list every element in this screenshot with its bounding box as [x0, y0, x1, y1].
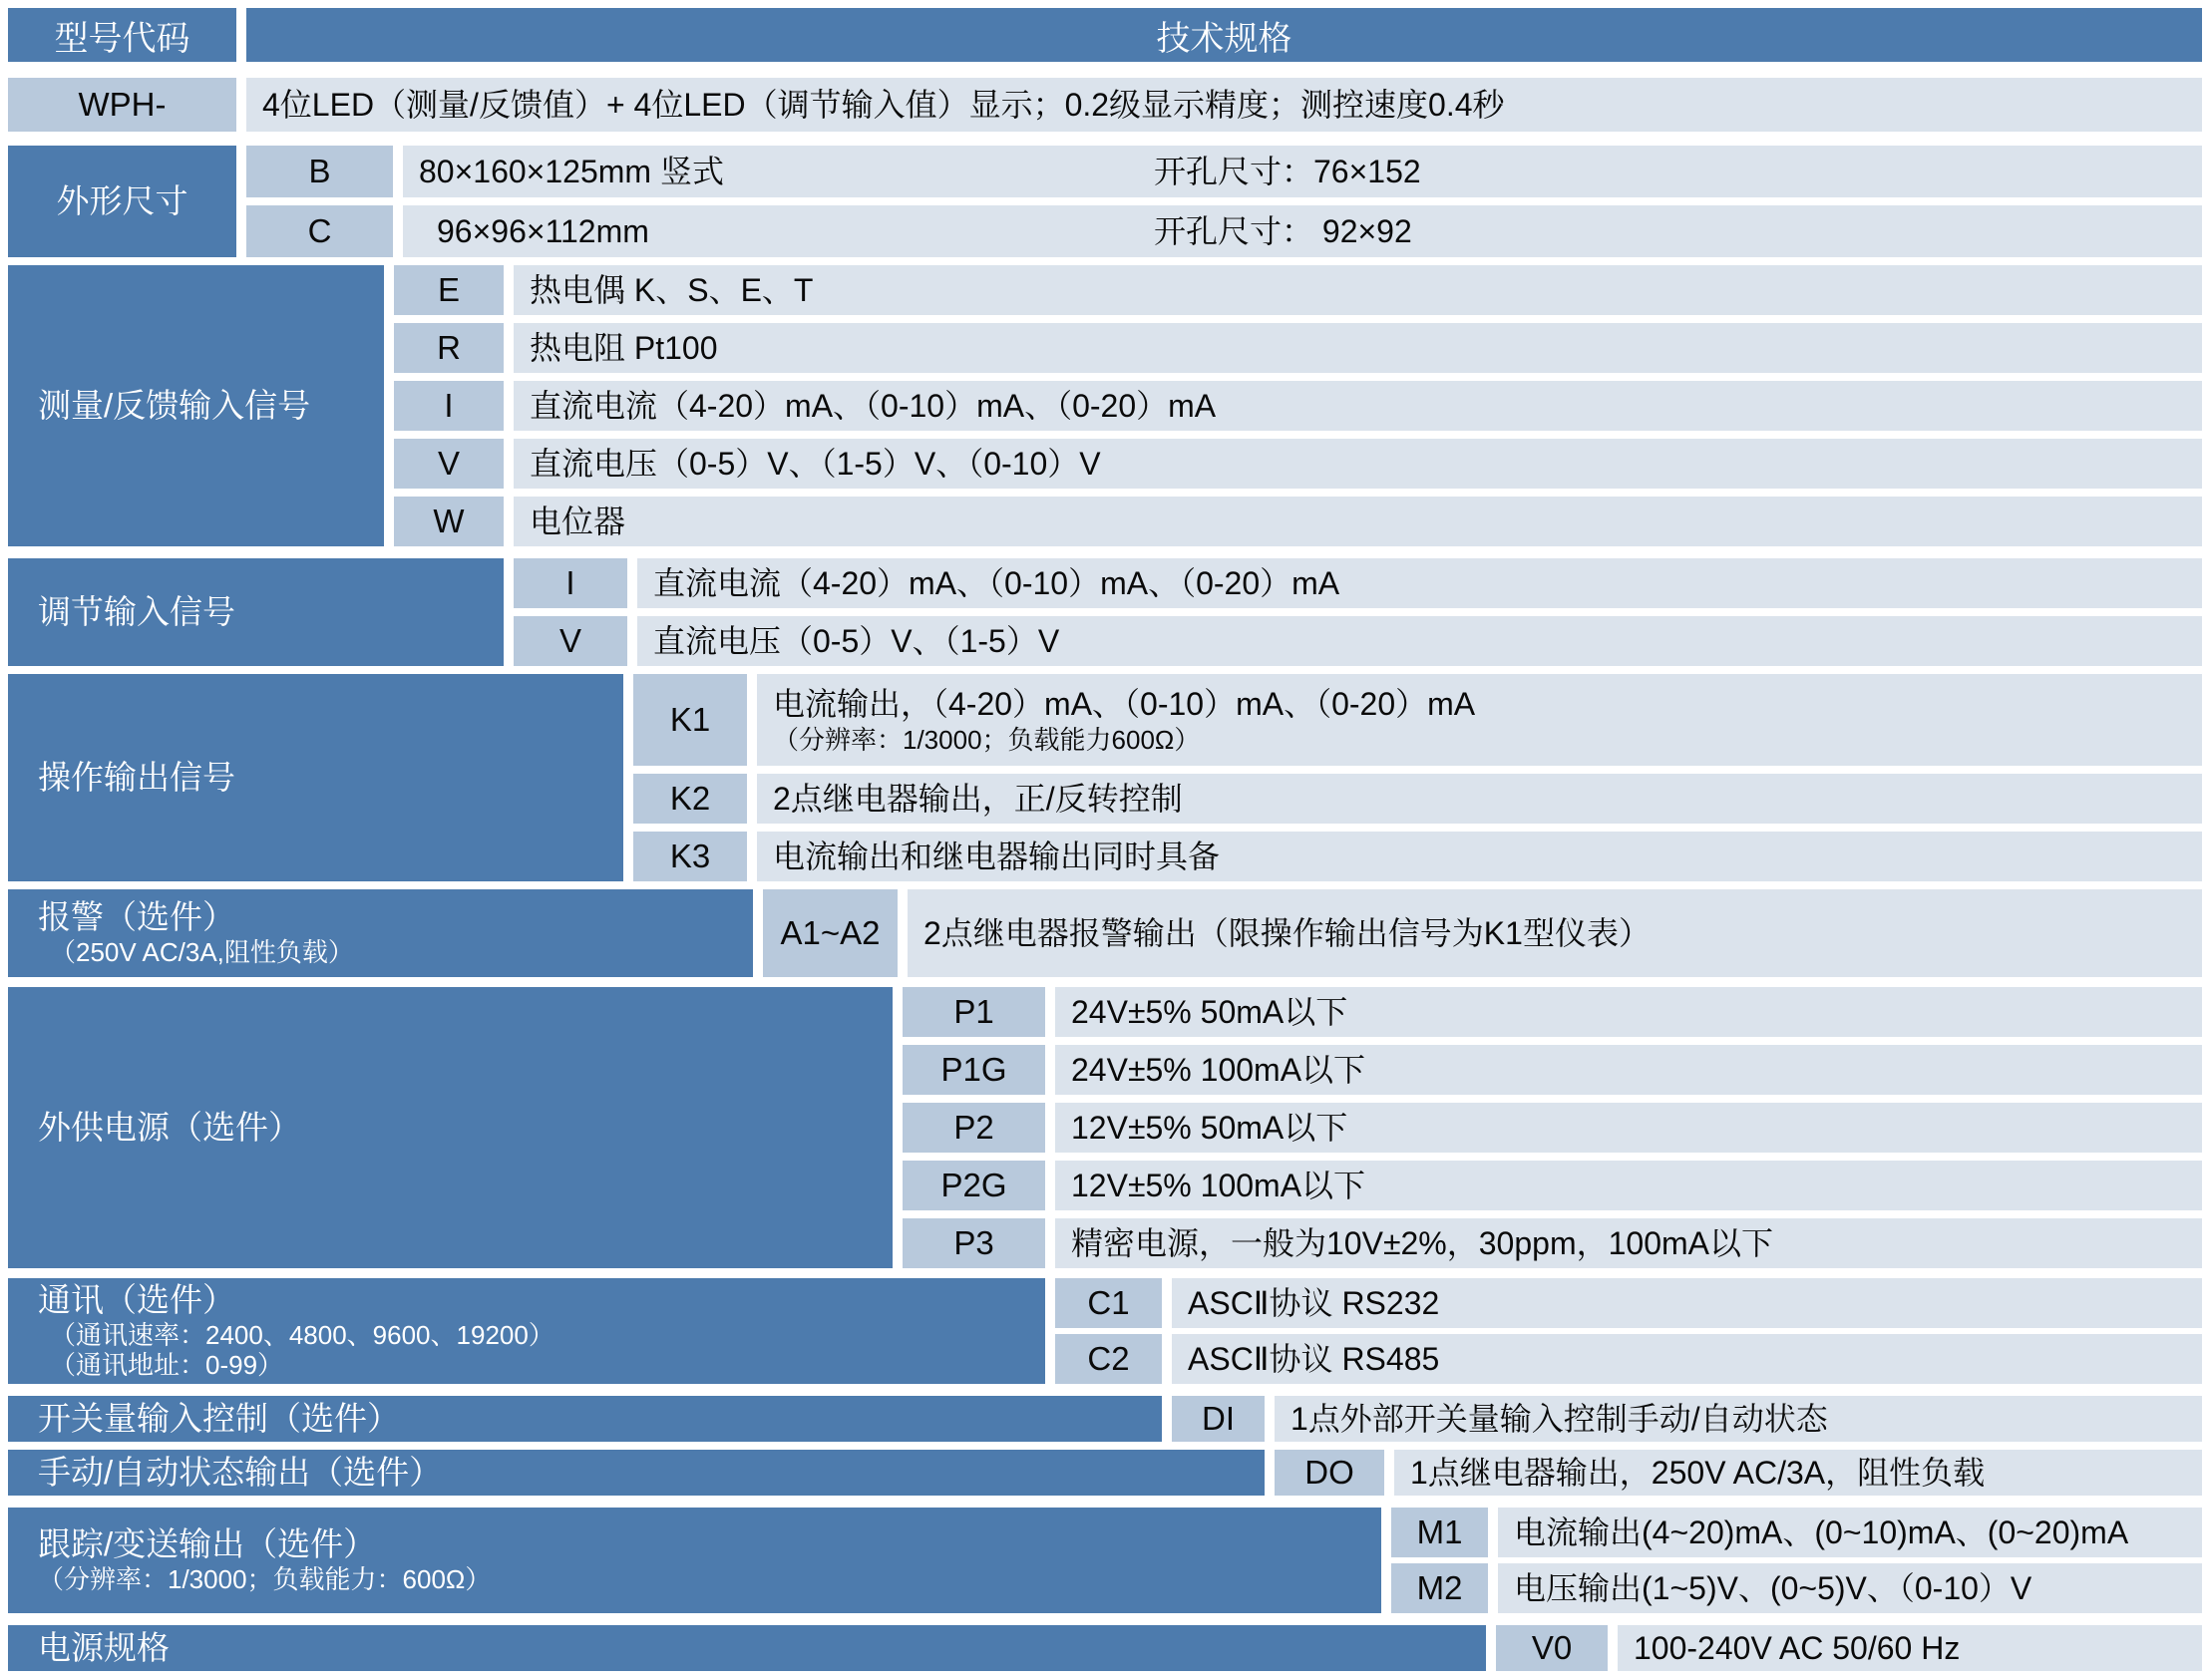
table-row — [903, 987, 2202, 1037]
code-cell-P2G: P2G — [903, 1161, 1045, 1210]
table-row — [1391, 1508, 2202, 1557]
section-power-spec — [8, 1625, 2202, 1671]
desc-cell-P1G: 24V±5% 100mA以下 — [1055, 1045, 2202, 1095]
desc-cell-DO: 1点继电器输出，250V AC/3A，阻性负载 — [1394, 1450, 2202, 1496]
desc-cell-C1: ASCⅡ协议 RS232 — [1172, 1278, 2202, 1328]
header-tech-spec-cell: 技术规格 — [246, 8, 2202, 62]
table-row — [633, 774, 2202, 824]
section-alarm — [8, 889, 2202, 977]
table-row — [514, 616, 2202, 666]
table-row — [1391, 1563, 2202, 1613]
desc-cell-K1 — [757, 674, 2202, 766]
code-cell-C: C — [246, 205, 393, 257]
table-row — [903, 1161, 2202, 1210]
section-label-text: 调节输入信号 — [38, 592, 235, 630]
code-cell-DI: DI — [1172, 1396, 1265, 1442]
desc-cell-P2: 12V±5% 50mA以下 — [1055, 1103, 2202, 1153]
cutout-size-text: 开孔尺寸：76×152 — [1154, 154, 1421, 189]
section-dimensions-label — [8, 146, 236, 257]
code-cell-P1G: P1G — [903, 1045, 1045, 1095]
code-cell-I: I — [394, 381, 504, 431]
desc-cell-V0: 100-240V AC 50/60 Hz — [1618, 1625, 2202, 1671]
section-alarm-label — [8, 889, 753, 977]
table-row — [633, 674, 2202, 766]
section-adjust-input-label — [8, 558, 504, 666]
section-label-text: 测量/反馈输入信号 — [38, 386, 311, 424]
desc-cell-DI: 1点外部开关量输入控制手动/自动状态 — [1275, 1396, 2202, 1442]
desc-cell-I: 直流电流（4-20）mA、（0-10）mA、（0-20）mA — [637, 558, 2202, 608]
section-label-text: 外供电源（选件） — [38, 1108, 301, 1146]
section-label-sub: （通讯速率：2400、4800、9600、19200） — [50, 1319, 554, 1350]
desc-cell-P2G: 12V±5% 100mA以下 — [1055, 1161, 2202, 1210]
section-label-text: 报警（选件） — [38, 898, 235, 936]
table-row — [1275, 1450, 2202, 1496]
table-row — [903, 1045, 2202, 1095]
code-cell-P1: P1 — [903, 987, 1045, 1037]
desc-cell-A1-A2: 2点继电器报警输出（限操作输出信号为K1型仪表） — [908, 889, 2202, 977]
code-cell-V0: V0 — [1496, 1625, 1608, 1671]
desc-cell-W: 电位器 — [514, 497, 2202, 546]
code-cell-P3: P3 — [903, 1218, 1045, 1268]
header-model-code-cell: 型号代码 — [8, 8, 236, 62]
code-cell-A1-A2: A1~A2 — [763, 889, 898, 977]
table-row — [246, 146, 2202, 197]
section-track-output-label — [8, 1508, 1381, 1613]
header-row — [8, 8, 2202, 62]
model-row — [8, 78, 2202, 132]
section-label-text: 电源规格 — [38, 1628, 170, 1666]
section-adjust-input — [8, 558, 2202, 666]
code-cell-M2: M2 — [1391, 1563, 1488, 1613]
code-cell-B: B — [246, 146, 393, 197]
model-desc-cell: 4位LED（测量/反馈值）+ 4位LED（调节输入值）显示；0.2级显示精度；测控速度0.4秒 — [246, 78, 2202, 132]
desc-cell-R: 热电阻 Pt100 — [514, 323, 2202, 373]
table-row — [394, 265, 2202, 315]
code-cell-K1: K1 — [633, 674, 747, 766]
code-cell-V: V — [394, 439, 504, 489]
table-row — [633, 832, 2202, 881]
desc-cell-B — [403, 146, 2202, 197]
section-operate-output — [8, 674, 2202, 881]
code-cell-K2: K2 — [633, 774, 747, 824]
table-row — [903, 1218, 2202, 1268]
desc-cell-E: 热电偶 K、S、E、T — [514, 265, 2202, 315]
desc-cell-V: 直流电压（0-5）V、（1-5）V — [637, 616, 2202, 666]
code-cell-M1: M1 — [1391, 1508, 1488, 1557]
desc-cell-I: 直流电流（4-20）mA、（0-10）mA、（0-20）mA — [514, 381, 2202, 431]
table-row — [1055, 1334, 2202, 1384]
section-external-power — [8, 987, 2202, 1268]
section-label-sub: （分辨率：1/3000；负载能力：600Ω） — [38, 1564, 492, 1595]
section-label-text: 跟踪/变送输出（选件） — [38, 1525, 377, 1563]
code-cell-DO: DO — [1275, 1450, 1384, 1496]
table-row — [514, 558, 2202, 608]
size-text: 80×160×125mm 竖式 — [419, 154, 724, 189]
desc-main-text: 电流输出，（4-20）mA、（0-10）mA、（0-20）mA — [773, 685, 1476, 722]
code-cell-I: I — [514, 558, 627, 608]
section-power-spec-label — [8, 1625, 1486, 1671]
section-switch-input — [8, 1396, 2202, 1442]
table-row — [1055, 1278, 2202, 1328]
section-label-text: 通讯（选件） — [38, 1280, 235, 1318]
cutout-size-text: 开孔尺寸： 92×92 — [1154, 213, 1412, 249]
code-cell-E: E — [394, 265, 504, 315]
desc-cell-P1: 24V±5% 50mA以下 — [1055, 987, 2202, 1037]
table-row — [246, 205, 2202, 257]
section-manual-auto-output-label — [8, 1450, 1265, 1496]
size-text: 96×96×112mm — [437, 213, 649, 249]
table-row — [394, 323, 2202, 373]
section-label-sub: （250V AC/3A,阻性负载） — [50, 937, 354, 968]
desc-cell-M1: 电流输出(4~20)mA、(0~10)mA、(0~20)mA — [1498, 1508, 2202, 1557]
desc-sub-text: （分辨率：1/3000；负载能力600Ω） — [773, 724, 1201, 755]
model-code-cell: WPH- — [8, 78, 236, 132]
section-switch-input-label — [8, 1396, 1162, 1442]
code-cell-V: V — [514, 616, 627, 666]
code-cell-C1: C1 — [1055, 1278, 1162, 1328]
section-label-sub: （通讯地址：0-99） — [50, 1350, 284, 1381]
section-communication — [8, 1278, 2202, 1384]
section-label-text: 手动/自动状态输出（选件） — [38, 1453, 443, 1491]
section-label-text: 开关量输入控制（选件） — [38, 1399, 400, 1437]
desc-cell-K2: 2点继电器输出，正/反转控制 — [757, 774, 2202, 824]
section-operate-output-label — [8, 674, 623, 881]
section-measure-input — [8, 265, 2202, 546]
table-row — [1496, 1625, 2202, 1671]
table-row — [394, 381, 2202, 431]
section-external-power-label — [8, 987, 893, 1268]
section-label-text: 外形尺寸 — [56, 181, 188, 219]
code-cell-P2: P2 — [903, 1103, 1045, 1153]
section-track-output — [8, 1508, 2202, 1613]
code-cell-C2: C2 — [1055, 1334, 1162, 1384]
desc-cell-V: 直流电压（0-5）V、（1-5）V、（0-10）V — [514, 439, 2202, 489]
table-row — [763, 889, 2202, 977]
section-communication-label — [8, 1278, 1045, 1384]
desc-cell-K3: 电流输出和继电器输出同时具备 — [757, 832, 2202, 881]
desc-cell-M2: 电压输出(1~5)V、(0~5)V、（0-10）V — [1498, 1563, 2202, 1613]
section-measure-input-label — [8, 265, 384, 546]
desc-cell-P3: 精密电源，一般为10V±2%，30ppm，100mA以下 — [1055, 1218, 2202, 1268]
table-row — [903, 1103, 2202, 1153]
code-cell-R: R — [394, 323, 504, 373]
desc-cell-C2: ASCⅡ协议 RS485 — [1172, 1334, 2202, 1384]
code-cell-W: W — [394, 497, 504, 546]
section-manual-auto-output — [8, 1450, 2202, 1496]
table-row — [394, 497, 2202, 546]
section-dimensions — [8, 146, 2202, 257]
desc-cell-C — [403, 205, 2202, 257]
code-cell-K3: K3 — [633, 832, 747, 881]
section-label-text: 操作输出信号 — [38, 758, 235, 796]
table-row — [1172, 1396, 2202, 1442]
table-row — [394, 439, 2202, 489]
